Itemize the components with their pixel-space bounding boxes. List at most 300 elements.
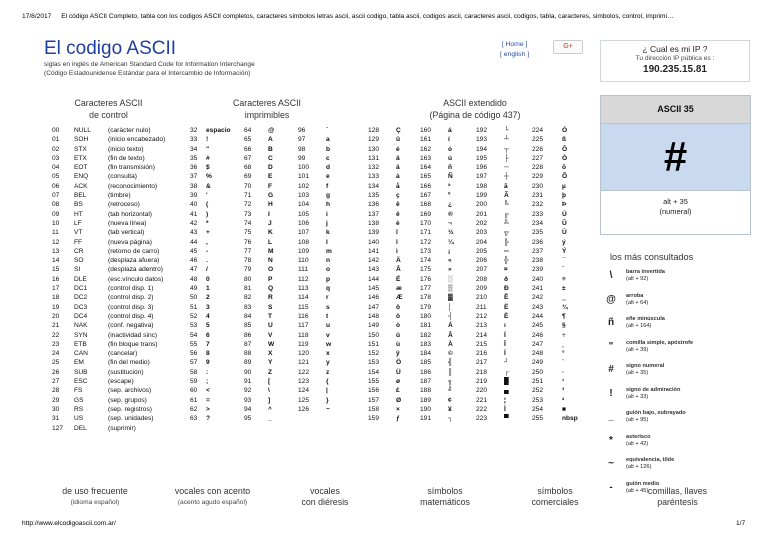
most-consulted-item[interactable] (604, 386, 754, 410)
most-consulted-item[interactable] (604, 292, 754, 316)
ascii-char: , (206, 238, 208, 246)
ascii-code: 09 (52, 210, 60, 218)
ascii-code: 20 (52, 312, 60, 320)
printable-table (190, 126, 360, 424)
ascii-char: À (448, 340, 453, 348)
most-consulted-item[interactable] (604, 362, 754, 386)
ascii-char: ÷ (562, 331, 566, 339)
ascii-code: 141 (368, 247, 380, 255)
table-row[interactable] (190, 238, 360, 247)
ascii-code: 122 (298, 368, 310, 376)
ascii-code: 155 (368, 378, 380, 386)
ascii-char: J (268, 219, 272, 227)
ascii-code: 49 (190, 285, 198, 293)
table-row[interactable] (50, 200, 190, 209)
ascii-char: 8 (206, 350, 210, 358)
table-row[interactable] (368, 228, 588, 237)
ascii-char: Ò (562, 154, 568, 162)
ascii-char: ý (562, 238, 566, 246)
table-row[interactable] (190, 219, 360, 228)
table-row[interactable] (190, 377, 360, 386)
table-row[interactable] (190, 210, 360, 219)
home-link[interactable]: [ Home ] (501, 41, 528, 48)
category-math-title: símbolos (427, 486, 463, 496)
table-row[interactable] (190, 247, 360, 256)
ascii-char: l (326, 238, 328, 246)
ascii-char: 3 (206, 303, 210, 311)
ascii-abbr: DC2 (74, 294, 88, 302)
table-row[interactable] (190, 321, 360, 330)
ascii-description: (fin de texto) (108, 154, 145, 162)
table-row[interactable] (368, 358, 588, 367)
table-row[interactable] (368, 265, 588, 274)
table-row[interactable] (50, 135, 190, 144)
ascii-code: 59 (190, 378, 198, 386)
most-consulted-name: eñe minúscula (626, 316, 665, 322)
table-row[interactable] (190, 256, 360, 265)
ascii-char: 2 (206, 294, 210, 302)
table-row[interactable] (190, 275, 360, 284)
ascii-char: r (326, 294, 329, 302)
ascii-code: 229 (532, 173, 544, 181)
category-diaeresis-vowels[interactable] (280, 486, 370, 508)
extended-section-heading (405, 97, 545, 121)
ascii-char: ¿ (448, 201, 453, 209)
ascii-char: Ý (562, 247, 567, 255)
table-row[interactable] (50, 414, 190, 423)
ascii-char: ú (448, 154, 453, 162)
category-accent-title: vocales con acento (174, 486, 251, 496)
ascii-code: 217 (476, 359, 488, 367)
ascii-char: ╬ (504, 257, 509, 265)
ascii-char: P (268, 275, 273, 283)
ascii-code: 127 (52, 424, 64, 432)
ascii-code: 202 (476, 219, 488, 227)
ascii-code: 189 (420, 396, 432, 404)
ascii-code: 196 (476, 164, 488, 172)
table-row[interactable] (368, 349, 588, 358)
table-row[interactable] (50, 340, 190, 349)
ascii-char: j (326, 219, 328, 227)
ascii-code: 194 (476, 145, 488, 153)
google-plus-button[interactable]: G+ (553, 40, 583, 54)
table-row[interactable] (50, 312, 190, 321)
ascii-char: ¶ (562, 312, 566, 320)
category-quotes-title: comillas, llaves (647, 486, 708, 496)
ascii-description: (tab vertical) (108, 229, 145, 237)
ascii-code: 29 (52, 396, 60, 404)
table-row[interactable] (190, 284, 360, 293)
table-row[interactable] (50, 210, 190, 219)
table-row[interactable] (50, 163, 190, 172)
most-consulted-item[interactable] (604, 409, 754, 433)
most-consulted-item[interactable] (604, 433, 754, 457)
ascii-abbr: SYN (74, 331, 88, 339)
ascii-char: ¤ (504, 266, 508, 274)
ascii-abbr: ETX (74, 154, 87, 162)
ascii-char: Z (268, 368, 273, 376)
table-row[interactable] (368, 145, 588, 154)
table-row[interactable] (368, 386, 588, 395)
ip-question[interactable]: ¿ Cual es mi IP ? (642, 44, 708, 54)
table-row[interactable] (190, 154, 360, 163)
table-row[interactable] (368, 312, 588, 321)
table-row[interactable] (190, 145, 360, 154)
table-row[interactable] (50, 377, 190, 386)
ascii-code: 247 (532, 340, 544, 348)
table-row[interactable] (50, 191, 190, 200)
ascii-char: û (396, 331, 401, 339)
ascii-code: 33 (190, 136, 198, 144)
ascii-char: ª (448, 182, 451, 190)
ascii-char: ò (396, 322, 401, 330)
table-row[interactable] (50, 275, 190, 284)
table-row[interactable] (50, 247, 190, 256)
ascii-char: Ê (504, 294, 509, 302)
table-row[interactable] (190, 191, 360, 200)
table-row[interactable] (50, 386, 190, 395)
ascii-code: 254 (532, 405, 544, 413)
table-row[interactable] (190, 135, 360, 144)
ascii-code: 219 (476, 378, 488, 386)
category-commercial-symbols[interactable] (510, 486, 600, 508)
print-footer-url: http://www.elcodigoascii.com.ar/ (22, 520, 116, 527)
ascii-code: 86 (244, 331, 252, 339)
category-accent-vowels[interactable] (155, 486, 270, 508)
ascii-code: 185 (420, 359, 432, 367)
nav-links (500, 40, 529, 60)
table-row[interactable] (368, 210, 588, 219)
most-consulted-desc (626, 387, 680, 401)
ascii-code: 125 (298, 396, 310, 404)
ascii-code: 211 (476, 303, 487, 311)
ascii-char: ╣ (448, 359, 453, 367)
print-title: El código ASCII Completo, tabla con los codigos ASCII completos, caracteres simbolos letras ascii, ascii codigo, tabla ascii, codigos ascii, caracteres ascii, codigos, tabla, caracteres, simbolos, control, imprimi… (61, 13, 674, 20)
table-row[interactable] (368, 284, 588, 293)
ascii-code: 81 (244, 285, 252, 293)
category-frequent[interactable] (40, 486, 150, 508)
ascii-char: ô (396, 303, 401, 311)
table-row[interactable] (50, 349, 190, 358)
ascii-description: (escape) (108, 378, 134, 386)
ascii-char: i (326, 210, 328, 218)
table-row[interactable] (190, 293, 360, 302)
ascii-abbr: ETB (74, 340, 87, 348)
ascii-code: 173 (420, 247, 432, 255)
control-section-heading (56, 97, 161, 121)
table-row[interactable] (50, 368, 190, 377)
table-row[interactable] (190, 312, 360, 321)
ascii-code: 183 (420, 340, 432, 348)
ascii-code: 149 (368, 322, 380, 330)
ascii-char: K (268, 229, 273, 237)
category-commercial-title: símbolos (537, 486, 573, 496)
ascii-abbr: HT (74, 210, 83, 218)
ascii-code: 74 (244, 219, 252, 227)
table-row[interactable] (50, 358, 190, 367)
ascii-char: I (268, 210, 270, 218)
table-row[interactable] (190, 368, 360, 377)
table-row[interactable] (50, 293, 190, 302)
table-row[interactable] (368, 414, 588, 423)
ascii-char: - (206, 247, 209, 255)
table-row[interactable] (50, 126, 190, 135)
table-row[interactable] (190, 396, 360, 405)
ascii-code: 163 (420, 154, 432, 162)
table-row[interactable] (368, 163, 588, 172)
ascii-char: 1 (206, 285, 210, 293)
ascii-char: Û (562, 219, 567, 227)
ascii-description: (conf. negativa) (108, 322, 154, 330)
ascii-char: ı (504, 322, 506, 330)
ascii-char: ╦ (504, 229, 509, 237)
most-consulted-item[interactable] (604, 268, 754, 292)
ascii-char: é (396, 145, 400, 153)
ascii-code: 184 (420, 350, 432, 358)
ascii-code: 45 (190, 247, 198, 255)
ascii-code: 248 (532, 350, 544, 358)
ascii-char: | (326, 387, 328, 395)
ascii-char: X (268, 350, 273, 358)
table-row[interactable] (50, 424, 190, 433)
ascii-char: Ú (562, 210, 567, 218)
table-row[interactable] (190, 405, 360, 414)
ascii-code: 207 (476, 266, 488, 274)
ascii-char: ' (206, 192, 208, 200)
ascii-abbr: US (74, 415, 84, 423)
ascii-char: Ä (396, 257, 401, 265)
ascii-char: ¥ (448, 405, 452, 413)
ascii-char: █ (504, 378, 509, 386)
extended-heading-line1: ASCII extendido (443, 98, 507, 108)
ascii-code: 200 (476, 201, 488, 209)
ascii-code: 93 (244, 396, 252, 404)
table-row[interactable] (50, 256, 190, 265)
ascii-code: 203 (476, 229, 488, 237)
table-row[interactable] (190, 163, 360, 172)
ascii-char: £ (396, 387, 400, 395)
english-link[interactable]: [ english ] (500, 51, 530, 58)
ascii-description: (cancelar) (108, 350, 138, 358)
table-row[interactable] (368, 340, 588, 349)
table-row[interactable] (50, 265, 190, 274)
table-row[interactable] (190, 126, 360, 135)
ascii-code: 02 (52, 145, 60, 153)
table-row[interactable] (190, 200, 360, 209)
table-row[interactable] (190, 349, 360, 358)
ascii-code: 39 (190, 192, 198, 200)
table-row[interactable] (50, 331, 190, 340)
ascii-code: 61 (190, 396, 198, 404)
table-row[interactable] (190, 228, 360, 237)
table-row[interactable] (368, 172, 588, 181)
category-math-symbols[interactable] (400, 486, 490, 508)
ascii-char: ± (562, 285, 566, 293)
ascii-char: Ü (396, 368, 401, 376)
table-row[interactable] (50, 172, 190, 181)
site-title[interactable]: El codigo ASCII (44, 38, 177, 59)
ascii-description: (sustitución) (108, 368, 144, 376)
ascii-char: k (326, 229, 330, 237)
table-row[interactable] (190, 331, 360, 340)
ascii-code: 239 (532, 266, 544, 274)
ascii-code: 138 (368, 219, 380, 227)
ascii-char: $ (206, 164, 210, 172)
ascii-char: c (326, 154, 330, 162)
ascii-char: ä (396, 164, 400, 172)
table-row[interactable] (368, 396, 588, 405)
ascii-char: § (562, 322, 566, 330)
ascii-char: Ì (504, 405, 506, 413)
category-quotes-braces[interactable] (620, 486, 735, 508)
site-subtitle (44, 60, 255, 78)
ascii-code: 42 (190, 219, 198, 227)
most-consulted-symbol: ~ (608, 458, 614, 469)
table-row[interactable] (368, 191, 588, 200)
most-consulted-symbol: " (608, 340, 614, 352)
table-row[interactable] (368, 200, 588, 209)
ascii-code: 27 (52, 378, 60, 386)
table-row[interactable] (50, 182, 190, 191)
table-row[interactable] (50, 219, 190, 228)
ascii-description: (esc.vínculo datos) (108, 275, 164, 283)
table-row[interactable] (50, 228, 190, 237)
table-row[interactable] (190, 358, 360, 367)
most-consulted-name: signo de admiración (626, 386, 681, 393)
most-consulted-name: equivalencia, tilde (626, 457, 675, 463)
ascii-code: 112 (298, 275, 309, 283)
ascii-code: 242 (532, 294, 544, 302)
table-row[interactable] (190, 182, 360, 191)
ascii-code: 157 (368, 396, 380, 404)
ascii-code: 55 (190, 340, 198, 348)
ascii-code: 58 (190, 368, 198, 376)
table-row[interactable] (368, 303, 588, 312)
table-row[interactable] (368, 182, 588, 191)
table-row[interactable] (50, 145, 190, 154)
most-consulted-item[interactable] (604, 339, 754, 363)
ascii-char: t (326, 312, 329, 320)
ascii-code: 142 (368, 257, 380, 265)
table-row[interactable] (368, 219, 588, 228)
table-row[interactable] (50, 284, 190, 293)
ascii-code: 220 (476, 387, 488, 395)
ascii-char: p (326, 275, 331, 283)
table-row[interactable] (368, 126, 588, 135)
ascii-abbr: FS (74, 387, 83, 395)
table-row[interactable] (368, 256, 588, 265)
ascii-char: ¬ (448, 219, 452, 227)
ascii-code: 206 (476, 257, 488, 265)
table-row[interactable] (190, 386, 360, 395)
table-row[interactable] (50, 303, 190, 312)
table-row[interactable] (50, 238, 190, 247)
table-row[interactable] (368, 368, 588, 377)
ascii-char: Ô (562, 145, 568, 153)
ascii-code: 250 (532, 368, 544, 376)
ascii-code: 160 (420, 127, 432, 134)
ascii-char: ╠ (504, 238, 509, 246)
table-row[interactable] (50, 396, 190, 405)
ascii-description: (inicio encabezado) (108, 136, 166, 144)
printable-section-heading (212, 97, 322, 121)
table-row[interactable] (368, 154, 588, 163)
ascii-code: 57 (190, 359, 198, 367)
ascii-abbr: DLE (74, 275, 87, 283)
print-header (22, 13, 752, 20)
ascii-code: 231 (532, 192, 544, 200)
category-accent-sub: (acento agudo español) (177, 499, 248, 506)
ascii-char: ¹ (562, 378, 565, 386)
ascii-code: 205 (476, 247, 488, 255)
ascii-code: 60 (190, 387, 198, 395)
ascii-char: " (206, 145, 210, 153)
ascii-char: G (268, 192, 274, 200)
ascii-abbr: LF (74, 219, 82, 227)
table-row[interactable] (190, 414, 360, 423)
table-row[interactable] (190, 340, 360, 349)
table-row[interactable] (50, 321, 190, 330)
ascii-code: 130 (368, 145, 380, 153)
ip-value: 190.235.15.81 (643, 64, 707, 75)
ascii-code: 96 (298, 127, 306, 134)
table-row[interactable] (368, 321, 588, 330)
ascii-char: ö (396, 312, 401, 320)
printable-heading-line2: imprimibles (244, 110, 290, 120)
ascii-code: 82 (244, 294, 252, 302)
ascii-code: 164 (420, 164, 432, 172)
ascii-panel-footer (601, 191, 750, 217)
table-row[interactable] (50, 154, 190, 163)
table-row[interactable] (368, 247, 588, 256)
ascii-char: Ö (396, 359, 402, 367)
ascii-code: 223 (476, 415, 488, 423)
ascii-code: 68 (244, 164, 252, 172)
table-row[interactable] (368, 135, 588, 144)
table-row[interactable] (368, 331, 588, 340)
table-row[interactable] (190, 265, 360, 274)
ascii-char: : (206, 368, 209, 376)
ascii-char: 9 (206, 359, 210, 367)
ascii-code: 186 (420, 368, 432, 376)
ascii-char: q (326, 285, 331, 293)
table-row[interactable] (190, 303, 360, 312)
ascii-code: 146 (368, 294, 380, 302)
most-consulted-alt: (alt + 35) (626, 370, 649, 376)
table-row[interactable] (368, 275, 588, 284)
ascii-char: Á (448, 322, 453, 330)
most-consulted-item[interactable] (604, 315, 754, 339)
table-row[interactable] (368, 377, 588, 386)
table-row[interactable] (190, 172, 360, 181)
ascii-char: ░ (448, 275, 453, 283)
table-row[interactable] (368, 238, 588, 247)
most-consulted-item[interactable] (604, 456, 754, 480)
ascii-code: 251 (532, 378, 544, 386)
table-row[interactable] (368, 293, 588, 302)
table-row[interactable] (368, 405, 588, 414)
ascii-char: ▄ (504, 387, 509, 395)
ascii-char: & (206, 182, 211, 190)
ascii-char: y (326, 359, 330, 367)
ascii-code: 169 (420, 210, 432, 218)
table-row[interactable] (50, 405, 190, 414)
ascii-code: 03 (52, 154, 60, 162)
ascii-code: 13 (52, 247, 60, 255)
ascii-description: (nueva página) (108, 238, 152, 246)
ascii-code: 210 (476, 294, 488, 302)
ascii-code: 212 (476, 312, 488, 320)
